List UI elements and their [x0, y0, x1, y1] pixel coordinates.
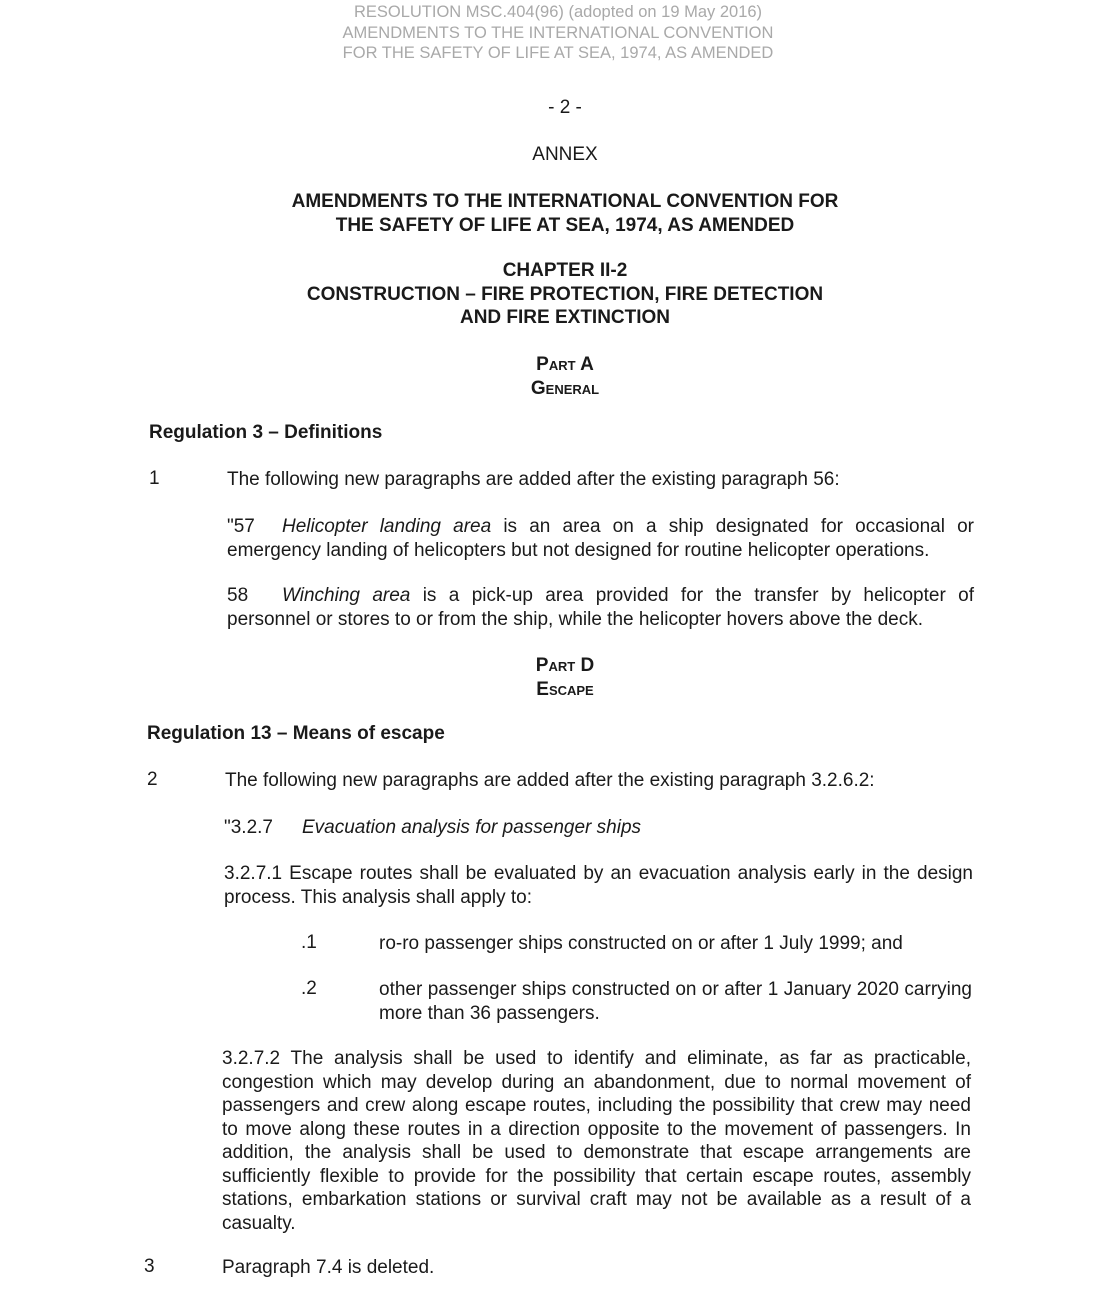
paragraph-57 — [227, 515, 974, 562]
paragraph-3-2-7-1: 3.2.7.1 Escape routes shall be evaluated by an evacuation analysis early in the design process. This analysis shall apply to: — [224, 863, 973, 908]
part-d-name: Escape — [536, 678, 594, 700]
item-2-number: 2 — [147, 769, 158, 790]
chapter-line-1: CHAPTER II-2 — [502, 260, 628, 281]
subitem-2-number: .2 — [301, 978, 317, 999]
annex-heading: ANNEX — [532, 144, 598, 165]
header-line-1: RESOLUTION MSC.404(96) (adopted on 19 May 2016) — [353, 3, 763, 21]
page-number: - 2 - — [548, 97, 582, 118]
item-3-number: 3 — [144, 1256, 155, 1277]
paragraph-3-2-7-number: "3.2.7 — [224, 817, 274, 838]
title-line-1: AMENDMENTS TO THE INTERNATIONAL CONVENTION FOR — [291, 191, 839, 212]
paragraph-3-2-7-2: 3.2.7.2 The analysis shall be used to identify and eliminate, as far as practicable, congestion which may develop during an abandonment, due to normal movement of passengers and crew along escape routes, including the possibility that crew may need to move along these routes in a direction opposite to the movement of passengers. In addition, the analysis shall be used to demonstrate that escape arrangements are sufficiently flexible to provide for the possibility that certain escape routes, assembly stations, embarkation stations or survival craft may not be available as a result of a casualty. — [222, 1048, 971, 1234]
part-d-label: Part D — [535, 655, 595, 676]
item-1-number: 1 — [149, 468, 160, 489]
item-1-intro: The following new paragraphs are added after the existing paragraph 56: — [227, 469, 840, 490]
part-a-heading — [0, 353, 1102, 400]
resolution-header — [0, 2, 1102, 64]
part-a-label: Part A — [536, 354, 594, 375]
chapter-line-3: AND FIRE EXTINCTION — [459, 307, 671, 328]
document-title — [0, 190, 1102, 237]
part-d-heading — [0, 654, 1102, 701]
paragraph-58-number: 58 — [227, 585, 249, 606]
paragraph-58 — [227, 584, 974, 631]
regulation-13-heading: Regulation 13 – Means of escape — [147, 723, 445, 744]
paragraph-57-text: is an area on a ship designated for occasional or emergency landing of helicopters but not designed for routine helicopter operations. — [227, 516, 974, 561]
paragraph-58-text: is a pick-up area provided for the transfer by helicopter of personnel or stores to or from the ship, while the helicopter hovers above the deck. — [227, 585, 974, 630]
header-line-3: FOR THE SAFETY OF LIFE AT SEA, 1974, AS AMENDED — [342, 44, 774, 62]
subitem-2-text: other passenger ships constructed on or after 1 January 2020 carrying more than 36 passengers. — [379, 979, 972, 1024]
subitem-1-number: .1 — [301, 932, 317, 953]
chapter-line-2: CONSTRUCTION – FIRE PROTECTION, FIRE DETECTION — [306, 283, 824, 305]
paragraph-57-number: "57 — [227, 516, 255, 537]
chapter-heading — [0, 259, 1102, 330]
paragraph-3-2-7-title: Evacuation analysis for passenger ships — [302, 817, 642, 838]
paragraph-58-term: Winching area — [282, 585, 411, 606]
header-line-2: AMENDMENTS TO THE INTERNATIONAL CONVENTION — [342, 23, 774, 42]
paragraph-57-term: Helicopter landing area — [282, 516, 492, 537]
item-3-text: Paragraph 7.4 is deleted. — [222, 1257, 435, 1278]
paragraph-3-2-7 — [224, 816, 971, 840]
subitem-1-text: ro-ro passenger ships constructed on or after 1 July 1999; and — [379, 933, 903, 954]
title-line-2: THE SAFETY OF LIFE AT SEA, 1974, AS AMENDED — [335, 214, 795, 236]
part-a-name: General — [530, 377, 600, 399]
regulation-3-heading: Regulation 3 – Definitions — [149, 422, 383, 443]
item-2-intro: The following new paragraphs are added after the existing paragraph 3.2.6.2: — [225, 770, 875, 791]
